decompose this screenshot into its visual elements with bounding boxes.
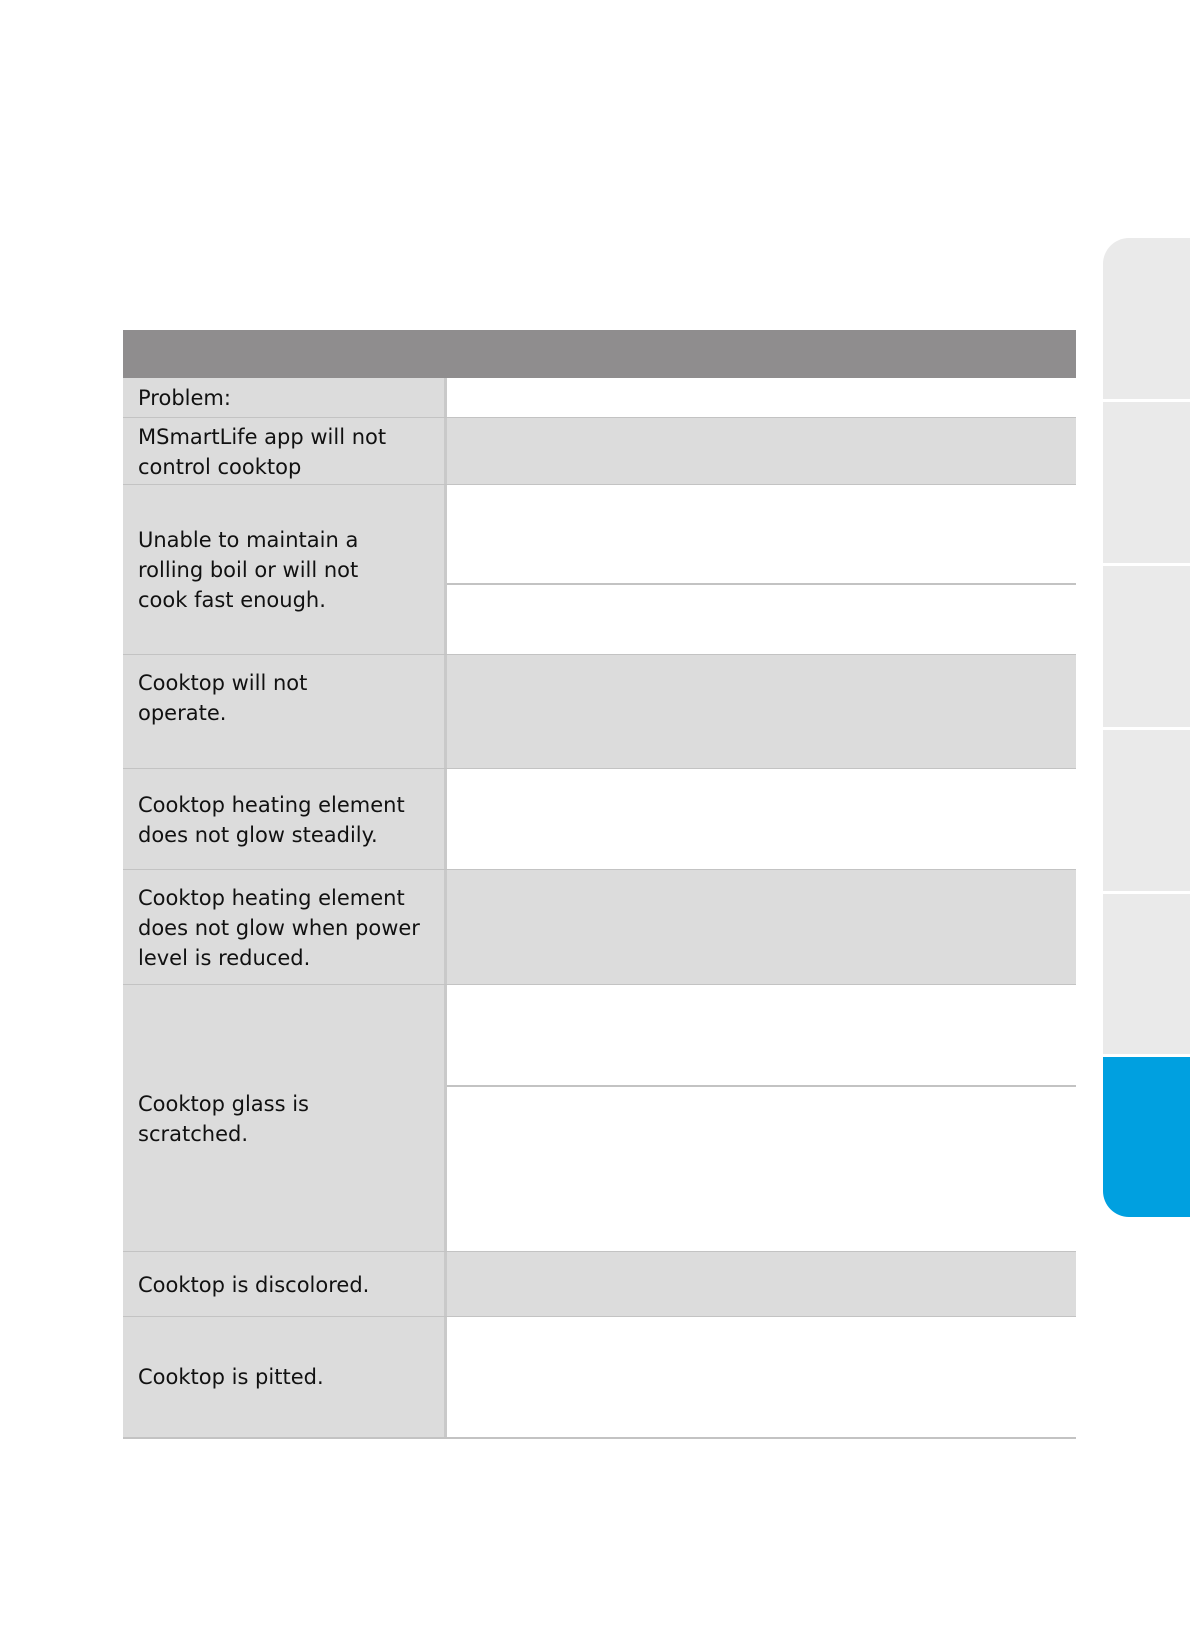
solution-cell bbox=[447, 1087, 1076, 1252]
solution-cell bbox=[447, 769, 1076, 870]
solution-cell bbox=[447, 1317, 1076, 1437]
solution-cell bbox=[447, 418, 1076, 485]
table-label-row bbox=[123, 378, 1076, 418]
problem-cell bbox=[123, 655, 447, 769]
section-tab-1[interactable] bbox=[1103, 238, 1190, 399]
problem-cell bbox=[123, 870, 447, 985]
section-tab-4[interactable] bbox=[1103, 730, 1190, 891]
problem-text: MSmartLife app will not control cooktop bbox=[138, 424, 387, 479]
problem-header-text: Problem: bbox=[138, 386, 231, 410]
problem-text: Cooktop is discolored. bbox=[138, 1272, 370, 1297]
problem-cell bbox=[123, 485, 447, 655]
table-row bbox=[123, 655, 1076, 769]
table-row bbox=[123, 1252, 1076, 1317]
table-row bbox=[123, 870, 1076, 985]
problem-cell bbox=[123, 985, 447, 1252]
cell-divider bbox=[447, 583, 1076, 585]
solution-cell bbox=[447, 585, 1076, 655]
problem-text: Cooktop heating element does not glow steadily. bbox=[138, 792, 405, 847]
problem-text: Cooktop heating element does not glow when power level is reduced. bbox=[138, 885, 420, 970]
problem-cell bbox=[123, 418, 447, 485]
problem-text: Cooktop will not operate. bbox=[138, 671, 308, 725]
table-row bbox=[123, 485, 1076, 655]
solution-cell bbox=[447, 485, 1076, 583]
table-row bbox=[123, 418, 1076, 485]
cell-divider bbox=[447, 1085, 1076, 1087]
table-row bbox=[123, 985, 1076, 1252]
table-header-bar bbox=[123, 330, 1076, 378]
problem-text: Unable to maintain a rolling boil or will not cook fast enough. bbox=[138, 528, 359, 612]
table-row bbox=[123, 769, 1076, 870]
problem-text: Cooktop is pitted. bbox=[138, 1365, 324, 1389]
solution-cell bbox=[447, 1252, 1076, 1317]
table-row bbox=[123, 1317, 1076, 1437]
table-bottom-border bbox=[123, 1437, 1076, 1439]
section-tab-3[interactable] bbox=[1103, 566, 1190, 727]
solution-cell bbox=[447, 378, 1076, 418]
section-tab-2[interactable] bbox=[1103, 402, 1190, 563]
problem-column-header bbox=[123, 378, 447, 418]
solution-cell bbox=[447, 870, 1076, 985]
problem-text: Cooktop glass is scratched. bbox=[138, 1091, 309, 1146]
problem-cell bbox=[123, 1252, 447, 1317]
section-tab-6-active[interactable] bbox=[1103, 1057, 1190, 1217]
section-tab-5[interactable] bbox=[1103, 894, 1190, 1054]
problem-cell bbox=[123, 1317, 447, 1437]
solution-cell bbox=[447, 985, 1076, 1085]
solution-cell bbox=[447, 655, 1076, 769]
problem-cell bbox=[123, 769, 447, 870]
